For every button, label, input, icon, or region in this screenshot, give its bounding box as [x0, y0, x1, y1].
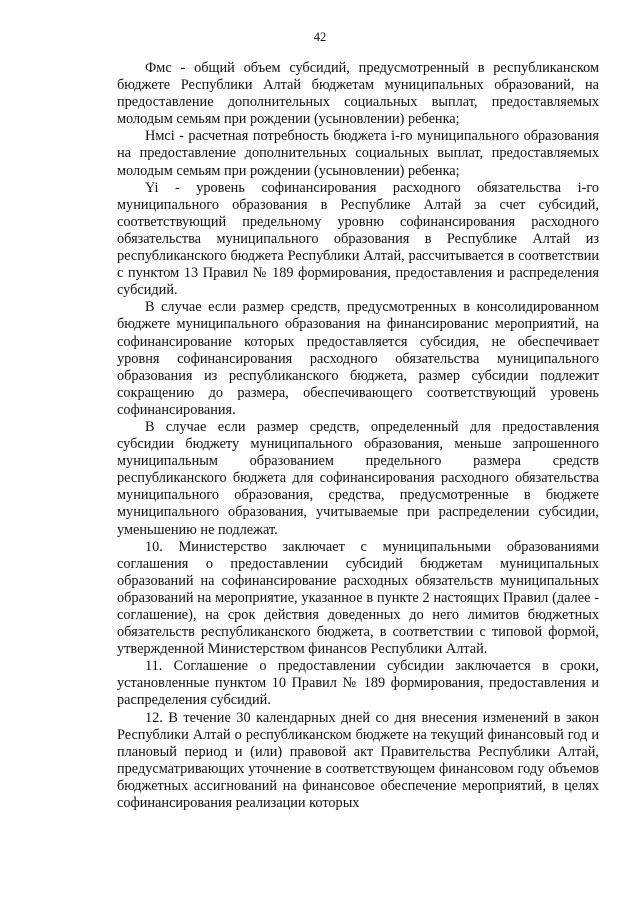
paragraph-clause-12: 12. В течение 30 календарных дней со дня внесения изменений в закон Республики Алтай о республиканском бюджете на текущий финансовый год и плановый период и (или) правовой акт Правительства Республики Алтай, предусматривающих уточнение в соответствующем финансовом году объемов бюджетных ассигнований на финансовое обеспечение мероприятий, в целях софинансирования реализации которых	[117, 709, 599, 812]
paragraph-y-definition: Yi - уровень софинансирования расходного обязательства i-го муниципального образования в Республике Алтай за счет субсидий, соответствующий предельному уровню софинансирования расходного обязательства муниципального образования в Республике Алтай из республиканского бюджета Республики Алтай, рассчитывается в соответствии с пунктом 13 Правил № 189 формирования, предоставления и распределения субсидий.	[117, 179, 599, 299]
paragraph-nms-definition: Нмсi - расчетная потребность бюджета i-го муниципального образования на предоставление дополнительных социальных выплат, предоставляемых молодым семьям при рождении (усыновлении) ребенка;	[117, 128, 599, 179]
paragraph-insufficient-funds: В случае если размер средств, предусмотренных в консолидированном бюджете муниципального образования на финансированис мероприятий, на софинансирование которых предоставляется субсидия, не обеспечивает уровня софинансирования расходного обязательства муниципального образования из республиканского бюджета, размер субсидии подлежит сокращению до размера, обеспечивающего соответствующий уровень софинансирования.	[117, 299, 599, 418]
paragraph-clause-11: 11. Соглашение о предоставлении субсидии заключается в сроки, установленные пунктом 10 Правил № 189 формирования, предоставления и распределения субсидий.	[117, 658, 599, 709]
paragraph-smaller-subsidy: В случае если размер средств, определенный для предоставления субсидии бюджету муниципального образования, меньше запрошенного муниципальным образованием предельного размера средств республиканского бюджета для софинансирования расходного обязательства муниципального образования, средства, предусмотренные в бюджете муниципального образования, учитываемые при распределении субсидии, уменьшению не подлежат.	[117, 418, 599, 538]
paragraph-fms-definition: Фмс - общий объем субсидий, предусмотренный в республиканском бюджете Республики Алтай бюджетам муниципальных образований, на предоставление дополнительных социальных выплат, предоставляемых молодым семьям при рождении (усыновлении) ребенка;	[117, 60, 599, 128]
page-number: 42	[313, 30, 327, 44]
body-text	[117, 60, 599, 812]
paragraph-clause-10: 10. Министерство заключает с муниципальными образованиями соглашения о предоставлении субсидий бюджетам муниципальных образований на софинансирование расходных обязательств муниципальных образований на мероприятие, указанное в пункте 2 настоящих Правил (далее - соглашение), на срок действия доведенных до него лимитов бюджетных обязательств республиканского бюджета, в соответствии с типовой формой, утвержденной Министерством финансов Республики Алтай.	[117, 538, 599, 658]
